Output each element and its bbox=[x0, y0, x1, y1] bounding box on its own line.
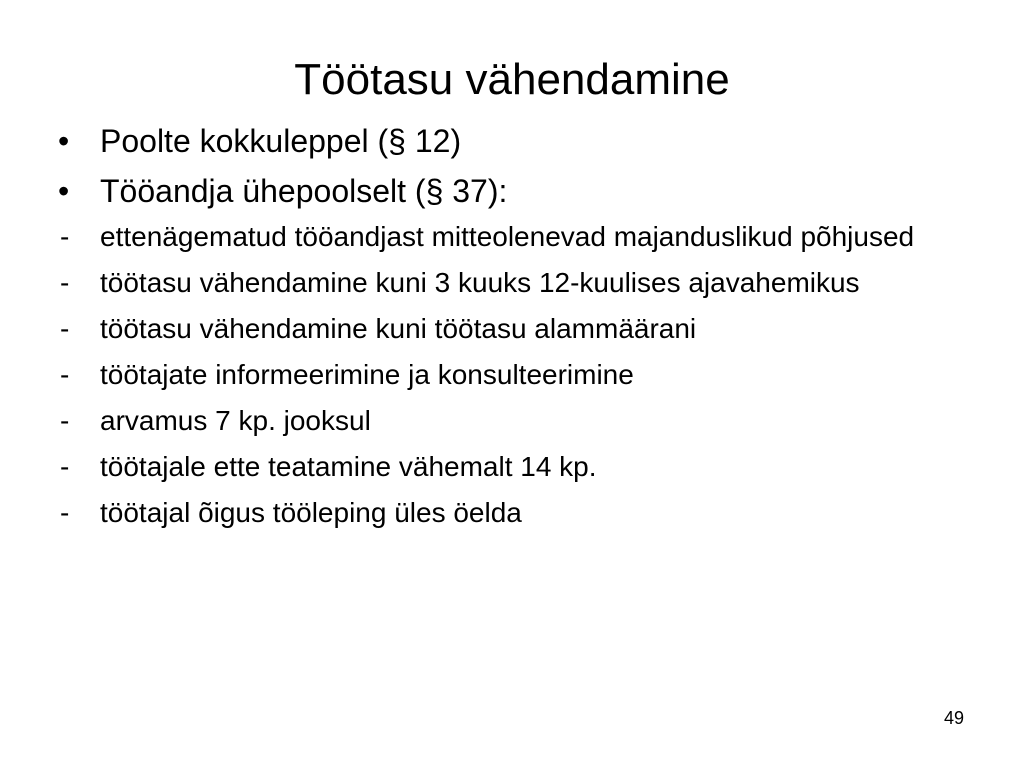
dash-item bbox=[58, 404, 978, 438]
dash-text: töötasu vähendamine kuni 3 kuuks 12-kuulises ajavahemikus bbox=[100, 267, 860, 298]
bullet-item bbox=[58, 118, 978, 164]
dash-marker: - bbox=[60, 497, 70, 528]
dash-item bbox=[58, 220, 978, 254]
dash-item bbox=[58, 450, 978, 484]
dash-text: töötajale ette teatamine vähemalt 14 kp. bbox=[100, 451, 597, 482]
dash-item bbox=[58, 496, 978, 530]
bullet-item bbox=[58, 168, 978, 214]
slide-content bbox=[58, 118, 978, 542]
dash-marker: - bbox=[60, 221, 70, 252]
dash-marker: - bbox=[60, 359, 70, 390]
dash-text: arvamus 7 kp. jooksul bbox=[100, 405, 371, 436]
dash-list bbox=[58, 220, 978, 530]
dash-marker: - bbox=[60, 451, 70, 482]
dash-item bbox=[58, 358, 978, 392]
dash-marker: - bbox=[60, 313, 70, 344]
bullet-marker: • bbox=[58, 123, 70, 159]
dash-text: töötajal õigus tööleping üles öelda bbox=[100, 497, 522, 528]
bullet-marker: • bbox=[58, 173, 70, 209]
bullet-text: Poolte kokkuleppel (§ 12) bbox=[100, 123, 462, 159]
page-number: 49 bbox=[943, 708, 964, 728]
dash-marker: - bbox=[60, 267, 70, 298]
dash-item bbox=[58, 266, 978, 300]
dash-text: töötasu vähendamine kuni töötasu alammäärani bbox=[100, 313, 697, 344]
dash-text: ettenägematud tööandjast mitteolenevad majanduslikud põhjused bbox=[100, 221, 915, 252]
dash-text: töötajate informeerimine ja konsulteerimine bbox=[100, 359, 634, 390]
slide-title: Töötasu vähendamine bbox=[294, 55, 730, 104]
bullet-text: Tööandja ühepoolselt (§ 37): bbox=[100, 173, 508, 209]
dash-marker: - bbox=[60, 405, 70, 436]
dash-item bbox=[58, 312, 978, 346]
